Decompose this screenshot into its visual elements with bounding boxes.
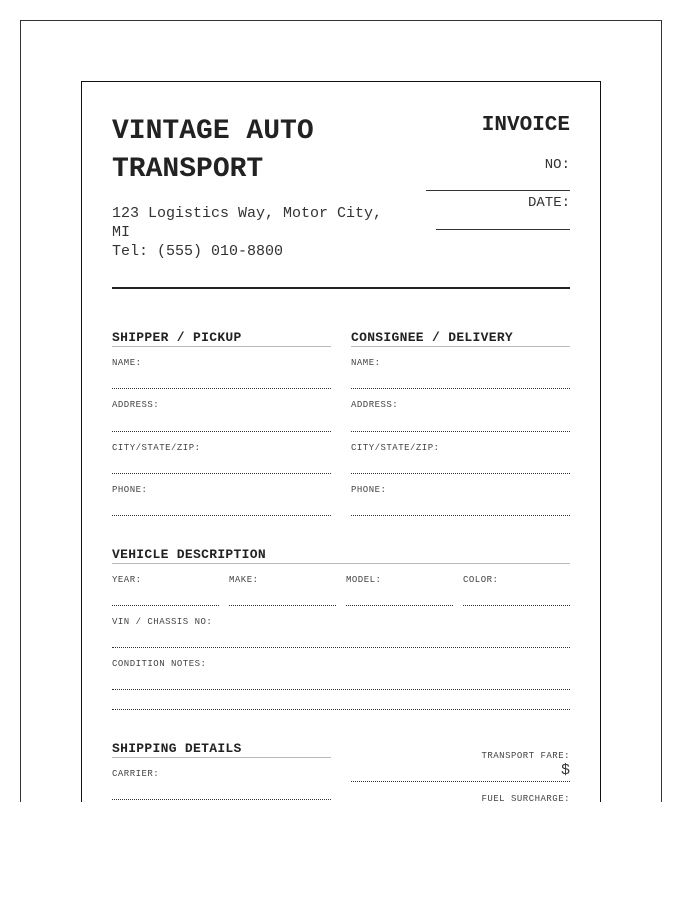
vehicle-section-title: VEHICLE DESCRIPTION	[112, 547, 570, 564]
vehicle-vin-label: VIN / CHASSIS NO:	[112, 617, 213, 627]
fuel-surcharge-label: FUEL SURCHARGE:	[481, 794, 570, 804]
vehicle-condition-label: CONDITION NOTES:	[112, 659, 207, 669]
transport-fare-currency: $	[560, 762, 570, 779]
vehicle-vin-field[interactable]	[112, 647, 570, 648]
shipper-phone-label: PHONE:	[112, 485, 148, 495]
consignee-name-field[interactable]	[351, 388, 570, 389]
invoice-number-label: NO:	[544, 157, 570, 173]
company-name-line2: TRANSPORT	[112, 154, 264, 185]
vehicle-model-label: MODEL:	[346, 575, 382, 585]
consignee-address-field[interactable]	[351, 431, 570, 432]
header-divider	[112, 287, 570, 289]
consignee-phone-label: PHONE:	[351, 485, 387, 495]
shipper-name-field[interactable]	[112, 388, 331, 389]
shipper-section-title: SHIPPER / PICKUP	[112, 330, 331, 347]
consignee-city-field[interactable]	[351, 473, 570, 474]
transport-fare-label: TRANSPORT FARE:	[481, 751, 570, 761]
consignee-address-label: ADDRESS:	[351, 400, 399, 410]
vehicle-make-field[interactable]	[229, 605, 336, 606]
invoice-number-field[interactable]	[426, 190, 570, 191]
vehicle-color-field[interactable]	[463, 605, 570, 606]
shipper-phone-field[interactable]	[112, 515, 331, 516]
shipper-address-field[interactable]	[112, 431, 331, 432]
consignee-name-label: NAME:	[351, 358, 381, 368]
company-name-line1: VINTAGE AUTO	[112, 116, 314, 147]
transport-fare-field[interactable]	[351, 781, 570, 782]
company-phone: Tel: (555) 010-8800	[112, 243, 284, 260]
shipper-address-label: ADDRESS:	[112, 400, 160, 410]
vehicle-model-field[interactable]	[346, 605, 453, 606]
shipping-carrier-label: CARRIER:	[112, 769, 160, 779]
company-address-line1: 123 Logistics Way, Motor City,	[112, 205, 383, 222]
vehicle-condition-field-line1[interactable]	[112, 689, 570, 690]
vehicle-make-label: MAKE:	[229, 575, 259, 585]
consignee-city-label: CITY/STATE/ZIP:	[351, 443, 440, 453]
consignee-phone-field[interactable]	[351, 515, 570, 516]
company-contact	[112, 204, 412, 261]
invoice-title: INVOICE	[481, 114, 570, 137]
shipping-section-title: SHIPPING DETAILS	[112, 741, 331, 758]
company-name	[112, 113, 412, 189]
shipping-carrier-field[interactable]	[112, 799, 331, 800]
vehicle-year-field[interactable]	[112, 605, 219, 606]
vehicle-condition-field-line2[interactable]	[112, 709, 570, 710]
shipper-city-field[interactable]	[112, 473, 331, 474]
invoice-date-label: DATE:	[527, 195, 570, 211]
shipper-name-label: NAME:	[112, 358, 142, 368]
consignee-section-title: CONSIGNEE / DELIVERY	[351, 330, 570, 347]
vehicle-color-label: COLOR:	[463, 575, 499, 585]
company-address-line2: MI	[112, 224, 131, 241]
invoice-date-field[interactable]	[436, 229, 570, 230]
vehicle-year-label: YEAR:	[112, 575, 142, 585]
shipper-city-label: CITY/STATE/ZIP:	[112, 443, 201, 453]
